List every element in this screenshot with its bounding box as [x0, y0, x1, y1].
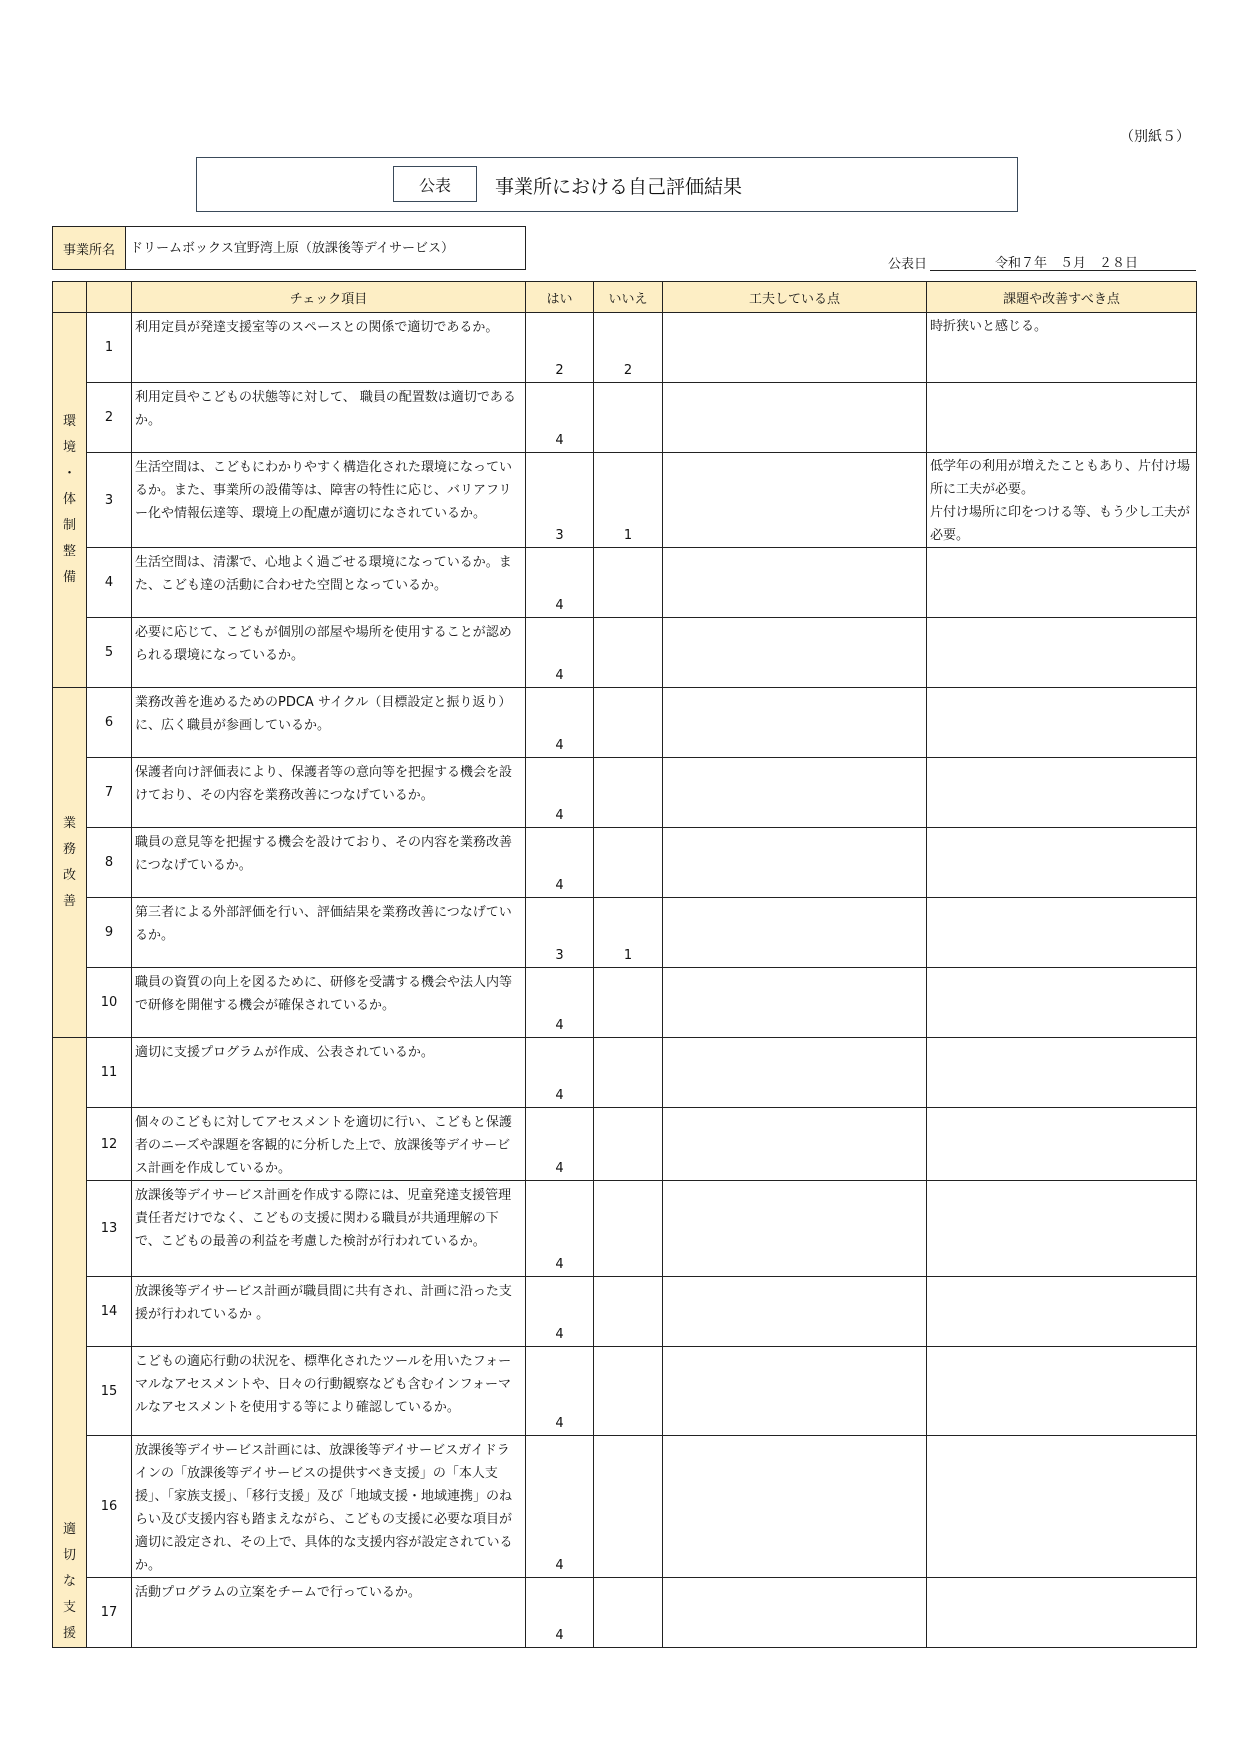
yes-count: 4: [526, 1578, 594, 1648]
page-title: 事業所における自己評価結果: [495, 176, 743, 198]
issues-cell: [927, 548, 1197, 618]
efforts-cell: [663, 1181, 927, 1277]
category-support: 適 切 な 支 援: [53, 1038, 87, 1648]
table-header-row: [53, 282, 1197, 313]
efforts-cell: [663, 1578, 927, 1648]
table-row: [53, 1038, 1197, 1108]
attachment-label: （別紙５）: [1120, 129, 1190, 145]
check-item-text: 職員の資質の向上を図るために、研修を受講する機会や法人内等で研修を開催する機会が確保されているか。: [132, 968, 526, 1038]
efforts-cell: [663, 1436, 927, 1578]
no-count: [594, 1181, 663, 1277]
table-row: [53, 758, 1197, 828]
yes-count: 4: [526, 1277, 594, 1347]
yes-count: 4: [526, 758, 594, 828]
yes-count: 4: [526, 618, 594, 688]
table-row: [53, 1436, 1197, 1578]
table-row: [53, 1347, 1197, 1436]
publication-date-label: 公表日: [888, 257, 928, 272]
title-box: [196, 157, 1018, 212]
no-count: [594, 548, 663, 618]
header-no: いいえ: [594, 282, 663, 313]
yes-count: 4: [526, 688, 594, 758]
efforts-cell: [663, 898, 927, 968]
header-category: [53, 282, 87, 313]
issues-cell: [927, 1108, 1197, 1181]
check-item-text: 個々のこどもに対してアセスメントを適切に行い、こどもと保護者のニーズや課題を客観的に分析した上で、放課後等デイサービス計画を作成しているか。: [132, 1108, 526, 1181]
table-row: [53, 968, 1197, 1038]
check-item-text: 適切に支援プログラムが作成、公表されているか。: [132, 1038, 526, 1108]
efforts-cell: [663, 1347, 927, 1436]
check-item-text: 利用定員やこどもの状態等に対して、 職員の配置数は適切であるか。: [132, 383, 526, 453]
efforts-cell: [663, 1038, 927, 1108]
issues-cell: 時折狭いと感じる。: [927, 313, 1197, 383]
no-count: [594, 688, 663, 758]
no-count: [594, 1436, 663, 1578]
yes-count: 4: [526, 1181, 594, 1277]
office-name: ドリームボックス宜野湾上原（放課後等デイサービス）: [130, 241, 454, 256]
yes-count: 3: [526, 453, 594, 548]
issues-cell: [927, 618, 1197, 688]
yes-count: 4: [526, 968, 594, 1038]
item-number: 17: [87, 1578, 132, 1648]
yes-count: 3: [526, 898, 594, 968]
check-item-text: 生活空間は、こどもにわかりやすく構造化された環境になっているか。また、事業所の設備等は、障害の特性に応じ、バリアフリー化や情報伝達等、環境上の配慮が適切になされているか。: [132, 453, 526, 548]
issues-cell: [927, 968, 1197, 1038]
table-row: [53, 383, 1197, 453]
item-number: 5: [87, 618, 132, 688]
no-count: 1: [594, 898, 663, 968]
title-badge: 公表: [393, 166, 477, 202]
table-row: [53, 453, 1197, 548]
item-number: 2: [87, 383, 132, 453]
check-item-text: 必要に応じて、こどもが個別の部屋や場所を使用することが認められる環境になっているか。: [132, 618, 526, 688]
item-number: 8: [87, 828, 132, 898]
table-row: [53, 828, 1197, 898]
yes-count: 4: [526, 548, 594, 618]
efforts-cell: [663, 548, 927, 618]
office-label: 事業所名: [53, 227, 126, 269]
item-number: 13: [87, 1181, 132, 1277]
item-number: 10: [87, 968, 132, 1038]
yes-count: 4: [526, 1108, 594, 1181]
no-count: [594, 383, 663, 453]
yes-count: 4: [526, 1347, 594, 1436]
yes-count: 4: [526, 1038, 594, 1108]
table-row: [53, 548, 1197, 618]
no-count: 2: [594, 313, 663, 383]
efforts-cell: [663, 688, 927, 758]
header-issues: 課題や改善すべき点: [927, 282, 1197, 313]
table-row: [53, 898, 1197, 968]
evaluation-table: [52, 281, 1197, 1648]
efforts-cell: [663, 968, 927, 1038]
item-number: 15: [87, 1347, 132, 1436]
issues-cell: [927, 1347, 1197, 1436]
efforts-cell: [663, 1108, 927, 1181]
check-item-text: 生活空間は、清潔で、心地よく過ごせる環境になっているか。また、こども達の活動に合わせた空間となっているか。: [132, 548, 526, 618]
check-item-text: 利用定員が発達支援室等のスペースとの関係で適切であるか。: [132, 313, 526, 383]
item-number: 4: [87, 548, 132, 618]
publication-underline: [930, 270, 1196, 271]
header-check-item: チェック項目: [132, 282, 526, 313]
issues-cell: [927, 828, 1197, 898]
issues-cell: 低学年の利用が増えたこともあり、片付け場所に工夫が必要。 片付け場所に印をつける等、もう少し工夫が必要。: [927, 453, 1197, 548]
category-improvement: 業 務 改 善: [53, 688, 87, 1038]
item-number: 16: [87, 1436, 132, 1578]
item-number: 6: [87, 688, 132, 758]
yes-count: 4: [526, 383, 594, 453]
efforts-cell: [663, 828, 927, 898]
check-item-text: 第三者による外部評価を行い、評価結果を業務改善につなげているか。: [132, 898, 526, 968]
yes-count: 4: [526, 828, 594, 898]
no-count: [594, 618, 663, 688]
no-count: [594, 1038, 663, 1108]
item-number: 12: [87, 1108, 132, 1181]
header-number: [87, 282, 132, 313]
table-row: [53, 1277, 1197, 1347]
table-row: [53, 1108, 1197, 1181]
issues-cell: [927, 383, 1197, 453]
issues-cell: [927, 688, 1197, 758]
efforts-cell: [663, 383, 927, 453]
item-number: 3: [87, 453, 132, 548]
table-row: [53, 618, 1197, 688]
issues-cell: [927, 1436, 1197, 1578]
no-count: [594, 1108, 663, 1181]
item-number: 14: [87, 1277, 132, 1347]
check-item-text: 保護者向け評価表により、保護者等の意向等を把握する機会を設けており、その内容を業務改善につなげているか。: [132, 758, 526, 828]
check-item-text: 放課後等デイサービス計画を作成する際には、児童発達支援管理責任者だけでなく、こどもの支援に関わる職員が共通理解の下で、こどもの最善の利益を考慮した検討が行われているか。: [132, 1181, 526, 1277]
check-item-text: 業務改善を進めるためのPDCA サイクル（目標設定と振り返り）に、広く職員が参画しているか。: [132, 688, 526, 758]
table-row: [53, 1578, 1197, 1648]
efforts-cell: [663, 313, 927, 383]
issues-cell: [927, 758, 1197, 828]
efforts-cell: [663, 618, 927, 688]
item-number: 1: [87, 313, 132, 383]
table-row: [53, 688, 1197, 758]
table-row: [53, 1181, 1197, 1277]
no-count: [594, 1277, 663, 1347]
no-count: [594, 1578, 663, 1648]
no-count: [594, 828, 663, 898]
efforts-cell: [663, 1277, 927, 1347]
check-item-text: こどもの適応行動の状況を、標準化されたツールを用いたフォーマルなアセスメントや、日々の行動観察なども含むインフォーマルなアセスメントを使用する等により確認しているか。: [132, 1347, 526, 1436]
issues-cell: [927, 1181, 1197, 1277]
issues-cell: [927, 1038, 1197, 1108]
item-number: 9: [87, 898, 132, 968]
header-yes: はい: [526, 282, 594, 313]
item-number: 11: [87, 1038, 132, 1108]
item-number: 7: [87, 758, 132, 828]
check-item-text: 職員の意見等を把握する機会を設けており、その内容を業務改善につなげているか。: [132, 828, 526, 898]
issues-cell: [927, 1277, 1197, 1347]
header-efforts: 工夫している点: [663, 282, 927, 313]
no-count: [594, 1347, 663, 1436]
efforts-cell: [663, 453, 927, 548]
check-item-text: 放課後等デイサービス計画には、放課後等デイサービスガイドラインの「放課後等デイサービスの提供すべき支援」の「本人支援」、「家族支援」、「移行支援」及び「地域支援・地域連携」のねらい及び支援内容も踏まえながら、こどもの支援に必要な項目が適切に設定され、その上で、具体的な支援内容が設定されているか。: [132, 1436, 526, 1578]
no-count: [594, 968, 663, 1038]
category-environment: 環 境 ・ 体 制 整 備: [53, 313, 87, 688]
table-row: [53, 313, 1197, 383]
check-item-text: 放課後等デイサービス計画が職員間に共有され、計画に沿った支援が行われているか 。: [132, 1277, 526, 1347]
yes-count: 4: [526, 1436, 594, 1578]
issues-cell: [927, 1578, 1197, 1648]
publication-date: 令和７年 ５月 ２８日: [995, 256, 1139, 271]
no-count: 1: [594, 453, 663, 548]
check-item-text: 活動プログラムの立案をチームで行っているか。: [132, 1578, 526, 1648]
efforts-cell: [663, 758, 927, 828]
issues-cell: [927, 898, 1197, 968]
yes-count: 2: [526, 313, 594, 383]
office-box: [52, 226, 526, 270]
table-body: [53, 313, 1197, 1648]
no-count: [594, 758, 663, 828]
